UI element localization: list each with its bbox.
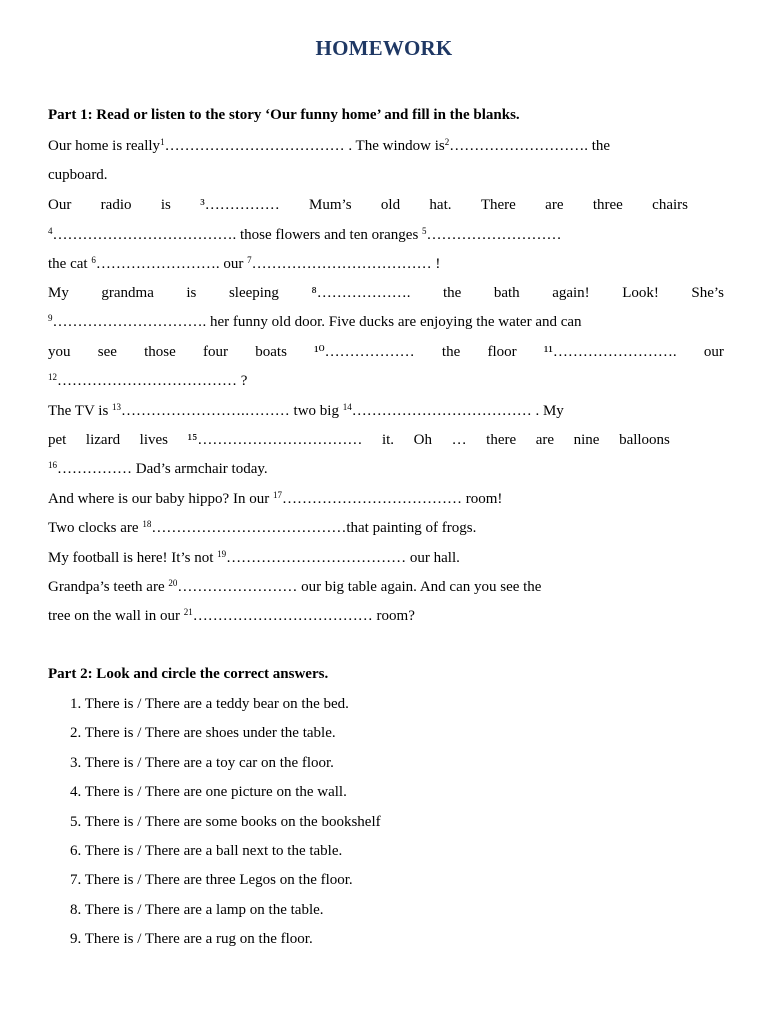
story-line-14: Two clocks are $^{18}$…………………………………that painting of frogs. — [48, 519, 477, 536]
blank-11[interactable]: ¹¹……………………. — [543, 344, 677, 360]
story-line-3: Our radio is ³…………… Mum’s old hat. There are three chairs — [48, 197, 688, 213]
blank-10[interactable]: ¹⁰……………… — [314, 344, 415, 360]
story-line-8: you see those four boats ¹⁰……………… the floor ¹¹……………………. our — [48, 344, 724, 360]
blank-3[interactable]: ³…………… — [200, 197, 280, 213]
list-item[interactable]: 7. There is / There are three Legos on the floor. — [70, 872, 353, 889]
part2-heading: Part 2: Look and circle the correct answers. — [48, 666, 329, 682]
story-line-9: $^{12}$……………………………… ? — [48, 372, 248, 389]
list-item[interactable]: 4. There is / There are one picture on the wall. — [70, 784, 347, 801]
story-line-7: $^9$…………………………. her funny old door. Five ducks are enjoying the water and can — [48, 313, 582, 330]
story-line-5: the cat $^6$……………………. our $^7$……………………………… ! — [48, 255, 441, 272]
page-title: HOMEWORK — [315, 36, 453, 60]
list-item[interactable]: 1. There is / There are a teddy bear on the bed. — [70, 696, 349, 712]
blank-8[interactable]: ⁸………………. — [311, 285, 411, 301]
story-line-1: Our home is really$^1$……………………………… . The window $is^2\dots\dots\dots\dots\dots\dots\dots\dots\dots$. the — [48, 137, 611, 154]
story-line-2: cupboard. — [48, 167, 108, 183]
story-line-12: $^{16}$…………… Dad’s armchair today. — [48, 460, 268, 477]
story-line-11: pet lizard lives ¹⁵…………………………… it. Oh … there are nine balloons — [48, 432, 670, 448]
story-line-16: Grandpa’s teeth are $^{20}$…………………… our big table again. And can you see the — [48, 578, 542, 595]
list-item[interactable]: 6. There is / There are a ball next to the table. — [70, 842, 343, 859]
list-item[interactable]: 8. There is / There are a lamp on the table. — [70, 901, 324, 918]
story-line-10: The TV is $^{13}$…………………….……… two big $^{14}$……………………………… . My — [48, 402, 564, 419]
part1-heading: Part 1: Read or listen to the story ‘Our funny home’ and fill in the blanks. — [48, 107, 520, 123]
story-line-13: And where is our baby hippo? In our $^{17}$……………………………… room! — [48, 490, 503, 507]
story-line-4: $^4$………………………………. those flowers and ten oranges $^5$……………………… — [48, 226, 562, 243]
story-line-6: My grandma is sleeping ⁸………………. the bath again! Look! She’s — [48, 285, 724, 301]
answer-list — [70, 695, 381, 960]
list-item[interactable]: 9. There is / There are a rug on the floor. — [70, 931, 313, 948]
story-line-15: My football is here! It’s not $^{19}$……………………………… our hall. — [48, 549, 460, 566]
blank-15[interactable]: ¹⁵…………………………… — [187, 432, 363, 448]
story-line-17: tree on the wall in our $^{21}$……………………………… room? — [48, 607, 415, 624]
list-item[interactable]: 5. There is / There are some books on the bookshelf — [70, 813, 381, 830]
list-item[interactable]: 2. There is / There are shoes under the table. — [70, 725, 336, 742]
list-item[interactable]: 3. There is / There are a toy car on the floor. — [70, 754, 334, 771]
